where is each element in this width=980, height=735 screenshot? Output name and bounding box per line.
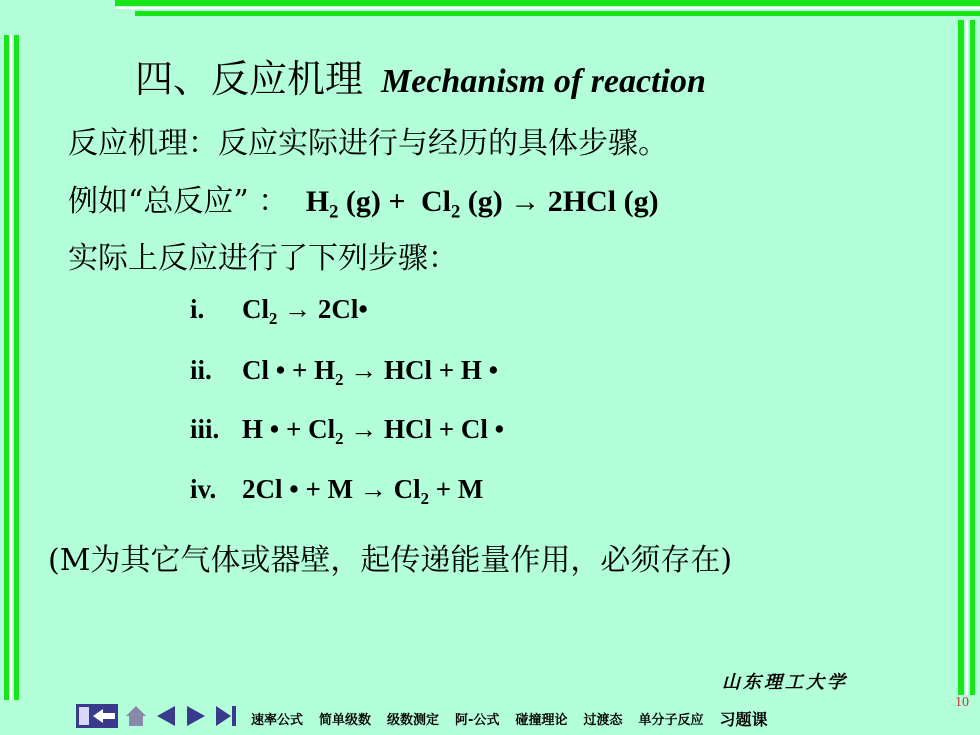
definition-text: 反应机理：反应实际进行与经历的具体步骤。 xyxy=(68,126,668,161)
nav-link[interactable]: 阿-公式 xyxy=(455,712,500,728)
eq-product: 2HCl (g) xyxy=(547,185,659,218)
right-bar-2 xyxy=(970,20,975,695)
eq-h: H xyxy=(305,185,330,218)
step-text: H • + Cl xyxy=(242,414,336,444)
eq-arrow: → xyxy=(510,185,541,218)
eq-cl-sub: 2 xyxy=(451,201,461,223)
step-rest: → HCl + Cl • xyxy=(350,414,505,444)
eq-h-state: (g) + xyxy=(345,185,406,218)
top-white-line xyxy=(115,7,980,9)
example-colon: ： xyxy=(258,184,289,219)
step-label: iv. xyxy=(190,474,217,504)
step-rest: + M xyxy=(435,474,484,504)
nav-link[interactable]: 级数测定 xyxy=(387,712,440,728)
nav-link[interactable]: 习题课 xyxy=(719,709,768,729)
steps-intro: 实际上反应进行了下列步骤： xyxy=(68,241,458,276)
nav-bar xyxy=(75,703,925,733)
step-rest: → HCl + H • xyxy=(350,355,499,385)
left-white-line xyxy=(10,35,12,700)
exit-icon[interactable] xyxy=(75,703,119,733)
step-4 xyxy=(190,474,483,509)
example-prefix: 例如“总反应” xyxy=(68,184,249,219)
right-white-line xyxy=(966,20,968,695)
step-sub: 2 xyxy=(335,369,344,389)
step-text: 2Cl • + M → Cl xyxy=(242,474,421,504)
nav-links xyxy=(251,707,784,730)
step-2 xyxy=(190,355,498,390)
step-sub: 2 xyxy=(269,308,278,328)
nav-link[interactable]: 单分子反应 xyxy=(638,712,704,728)
step-text: Cl • + H xyxy=(242,355,336,385)
prev-icon[interactable] xyxy=(153,703,179,733)
note-text: (M为其它气体或器壁，起传递能量作用，必须存在) xyxy=(48,543,733,578)
step-rest: → 2Cl• xyxy=(284,294,368,324)
home-icon[interactable] xyxy=(123,703,149,733)
step-text: Cl xyxy=(242,294,269,324)
example-line xyxy=(68,176,659,224)
right-bar xyxy=(958,20,964,695)
slide-title xyxy=(135,48,706,103)
eq-cl-state: (g) xyxy=(467,185,503,218)
title-zh: 四、反应机理 xyxy=(135,57,364,101)
step-sub: 2 xyxy=(420,488,429,508)
left-bar xyxy=(4,35,9,700)
step-label: ii. xyxy=(190,355,212,385)
university-logo: 山东理工大学 xyxy=(722,672,848,693)
overall-equation xyxy=(305,185,659,223)
top-bar xyxy=(115,0,980,6)
left-bar-2 xyxy=(14,35,19,700)
nav-link[interactable]: 碰撞理论 xyxy=(515,712,568,728)
last-icon[interactable] xyxy=(213,703,239,733)
nav-link[interactable]: 简单级数 xyxy=(319,712,372,728)
eq-cl: Cl xyxy=(421,185,451,218)
title-en: Mechanism of reaction xyxy=(381,63,706,100)
nav-link[interactable]: 速率公式 xyxy=(251,712,304,728)
step-label: iii. xyxy=(190,414,220,444)
step-3 xyxy=(190,414,504,449)
step-label: i. xyxy=(190,294,205,324)
step-sub: 2 xyxy=(335,428,344,448)
eq-h-sub: 2 xyxy=(329,201,339,223)
top-bar-2 xyxy=(135,11,980,16)
page-number: 10 xyxy=(955,695,969,710)
step-1 xyxy=(190,294,368,329)
next-icon[interactable] xyxy=(183,703,209,733)
nav-link[interactable]: 过渡态 xyxy=(583,712,623,728)
